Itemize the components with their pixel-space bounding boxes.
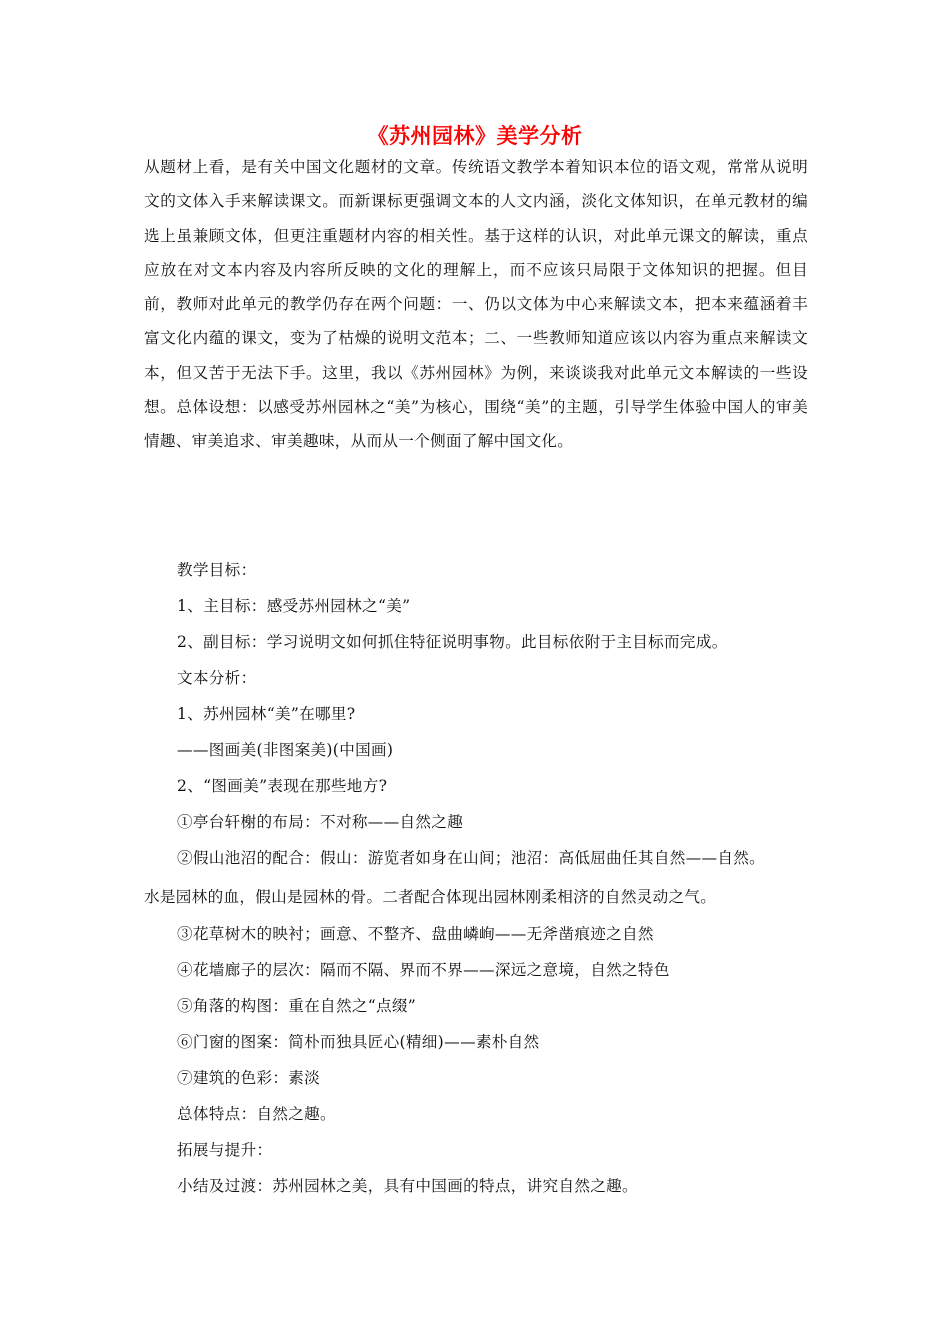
analysis-point-6: ⑥门窗的图案：简朴而独具匠心(精细)——素朴自然: [177, 1033, 540, 1051]
analysis-point-1: ①亭台轩榭的布局：不对称——自然之趣: [177, 813, 464, 831]
analysis-point-7: ⑦建筑的色彩：素淡: [177, 1069, 321, 1087]
document-title: 《苏州园林》美学分析: [367, 124, 583, 148]
analysis-point-4: ④花墙廊子的层次：隔而不隔、界而不界——深远之意境，自然之特色: [177, 961, 670, 979]
analysis-point-2-continued: 水是园林的血，假山是园林的骨。二者配合体现出园林刚柔相济的自然灵动之气。: [144, 888, 717, 906]
intro-paragraph: 从题材上看，是有关中国文化题材的文章。传统语文教学本着知识本位的语文观，常常从说明文的文体入手来解读课文。而新课标更强调文本的人文内涵，淡化文体知识，在单元教材的编选上虽兼顾文体，但更注重题材内容的相关性。基于这样的认识，对此单元课文的解读，重点应放在对文本内容及内容所反映的文化的理解上，而不应该只局限于文体知识的把握。但目前，教师对此单元的教学仍存在两个问题：一、仍以文体为中心来解读文本，把本来蕴涵着丰富文化内蕴的课文，变为了枯燥的说明文范本；二、一些教师知道应该以内容为重点来解读文本，但又苦于无法下手。这里，我以《苏州园林》为例，来谈谈我对此单元文本解读的一些设想。总体设想：以感受苏州园林之“美”为核心，围绕“美”的主题，引导学生体验中国人的审美情趣、审美追求、审美趣味，从而从一个侧面了解中国文化。: [144, 158, 808, 451]
analysis-answer-1: ——图画美(非图案美)(中国画): [177, 741, 394, 759]
analysis-point-2: ②假山池沼的配合：假山：游览者如身在山间；池沼：高低屈曲任其自然——自然。: [177, 849, 766, 867]
summary-transition: 小结及过渡：苏州园林之美，具有中国画的特点，讲究自然之趣。: [177, 1177, 638, 1195]
heading-extension: 拓展与提升：: [177, 1141, 273, 1159]
analysis-point-3: ③花草树木的映衬；画意、不整齐、盘曲嶙峋——无斧凿痕迹之自然: [177, 925, 654, 943]
goal-secondary: 2、副目标：学习说明文如何抓住特征说明事物。此目标依附于主目标而完成。: [177, 633, 728, 651]
overall-feature: 总体特点：自然之趣。: [177, 1105, 336, 1123]
analysis-point-5: ⑤角落的构图：重在自然之“点缀”: [177, 997, 417, 1015]
heading-text-analysis: 文本分析：: [177, 669, 257, 687]
goal-main: 1、主目标：感受苏州园林之“美”: [177, 597, 411, 615]
analysis-question-2: 2、“图画美”表现在那些地方?: [177, 777, 388, 795]
heading-teaching-goals: 教学目标：: [177, 561, 257, 579]
analysis-question-1: 1、苏州园林“美”在哪里?: [177, 705, 356, 723]
